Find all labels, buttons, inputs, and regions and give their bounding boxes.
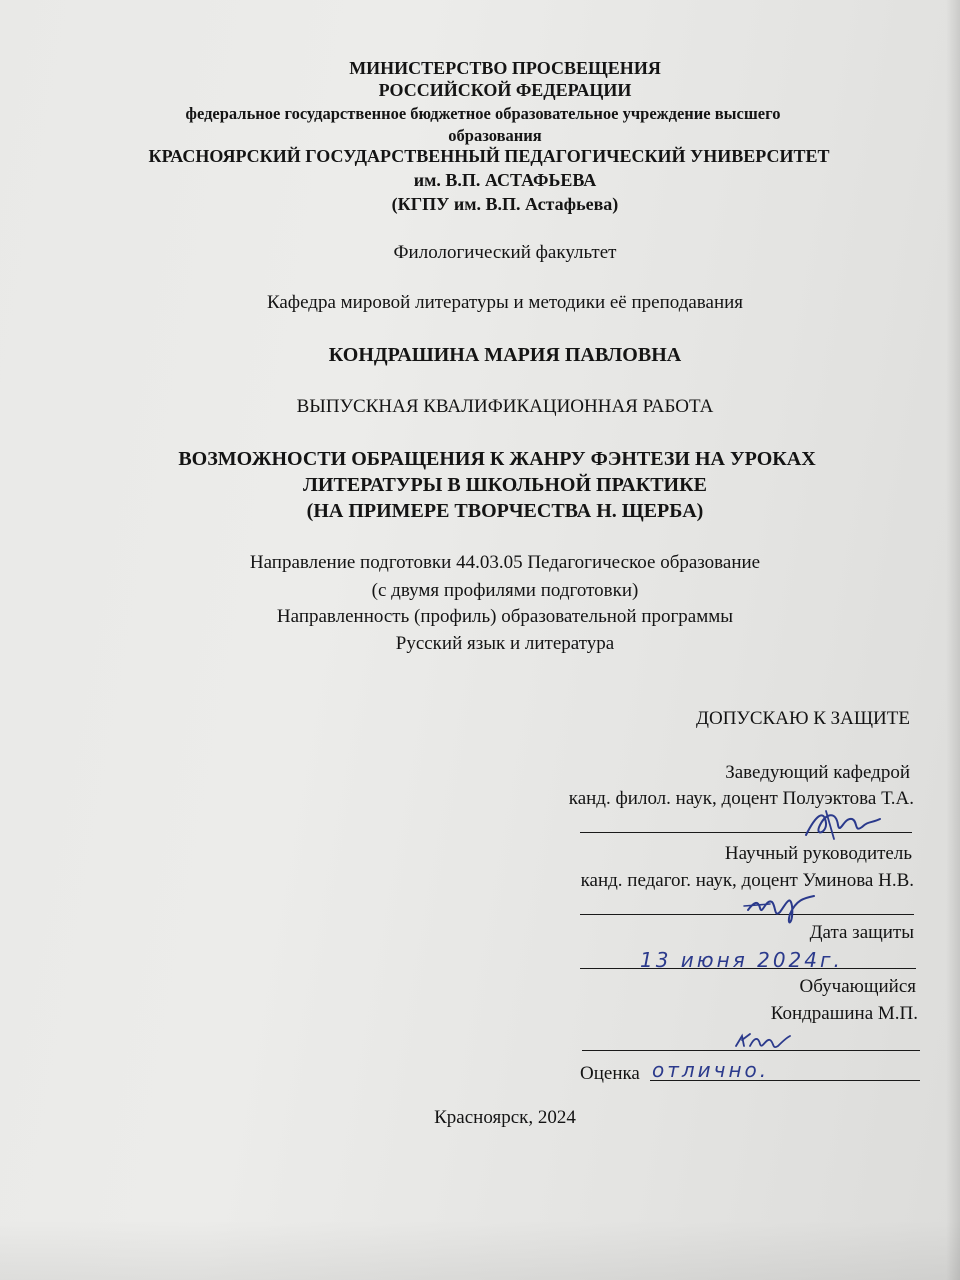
city-year: Красноярск, 2024 — [434, 1107, 576, 1128]
thesis-title-line-1: ВОЗМОЖНОСТИ ОБРАЩЕНИЯ К ЖАНРУ ФЭНТЕЗИ НА УРОКАХ — [178, 448, 816, 470]
ministry-line-1: МИНИСТЕРСТВО ПРОСВЕЩЕНИЯ — [349, 58, 661, 78]
student-signature-mark — [732, 1028, 792, 1054]
student-name: Кондрашина М.П. — [770, 1003, 918, 1024]
university-named-after: им. В.П. АСТАФЬЕВА — [413, 170, 597, 190]
program-line-4: Русский язык и литература — [395, 633, 615, 654]
head-signature-mark — [796, 805, 886, 845]
institution-type-line-2: образования — [448, 126, 542, 145]
institution-type-line-1: федеральное государственное бюджетное образовательное учреждение высшего — [185, 104, 781, 123]
student-role: Обучающийся — [799, 976, 916, 997]
supervisor-signature-mark — [740, 884, 820, 928]
grade-value: отлично. — [652, 1058, 770, 1082]
defense-date-value: 13 июня 2024г. — [640, 948, 843, 972]
ministry-line-2: РОССИЙСКОЙ ФЕДЕРАЦИИ — [378, 80, 632, 100]
program-line-3: Направленность (профиль) образовательной программы — [276, 606, 734, 627]
supervisor-name: канд. педагог. наук, доцент Уминова Н.В. — [580, 870, 914, 891]
approval-heading: ДОПУСКАЮ К ЗАЩИТЕ — [696, 708, 910, 729]
grade-label: Оценка — [580, 1063, 640, 1084]
department-name: Кафедра мировой литературы и методики её преподавания — [266, 292, 744, 313]
page-bottom-shadow — [0, 1220, 960, 1280]
author-name: КОНДРАШИНА МАРИЯ ПАВЛОВНА — [328, 344, 682, 366]
head-of-department-role: Заведующий кафедрой — [725, 762, 910, 783]
supervisor-role: Научный руководитель — [724, 843, 912, 864]
faculty-name: Филологический факультет — [393, 242, 617, 263]
defense-date-label: Дата защиты — [809, 922, 914, 943]
program-line-1: Направление подготовки 44.03.05 Педагогическое образование — [249, 552, 761, 573]
university-name: КРАСНОЯРСКИЙ ГОСУДАРСТВЕННЫЙ ПЕДАГОГИЧЕСКИЙ УНИВЕРСИТЕТ — [148, 146, 830, 166]
program-line-2: (с двумя профилями подготовки) — [371, 580, 639, 601]
head-of-department-name: канд. филол. наук, доцент Полуэктова Т.А. — [568, 788, 914, 809]
thesis-title-line-2: ЛИТЕРАТУРЫ В ШКОЛЬНОЙ ПРАКТИКЕ — [303, 474, 707, 496]
thesis-title-line-3: (НА ПРИМЕРЕ ТВОРЧЕСТВА Н. ЩЕРБА) — [306, 500, 704, 522]
work-type: ВЫПУСКНАЯ КВАЛИФИКАЦИОННАЯ РАБОТА — [296, 396, 714, 417]
page-edge-shadow — [946, 0, 960, 1280]
university-abbreviation: (КГПУ им. В.П. Астафьева) — [391, 194, 619, 214]
